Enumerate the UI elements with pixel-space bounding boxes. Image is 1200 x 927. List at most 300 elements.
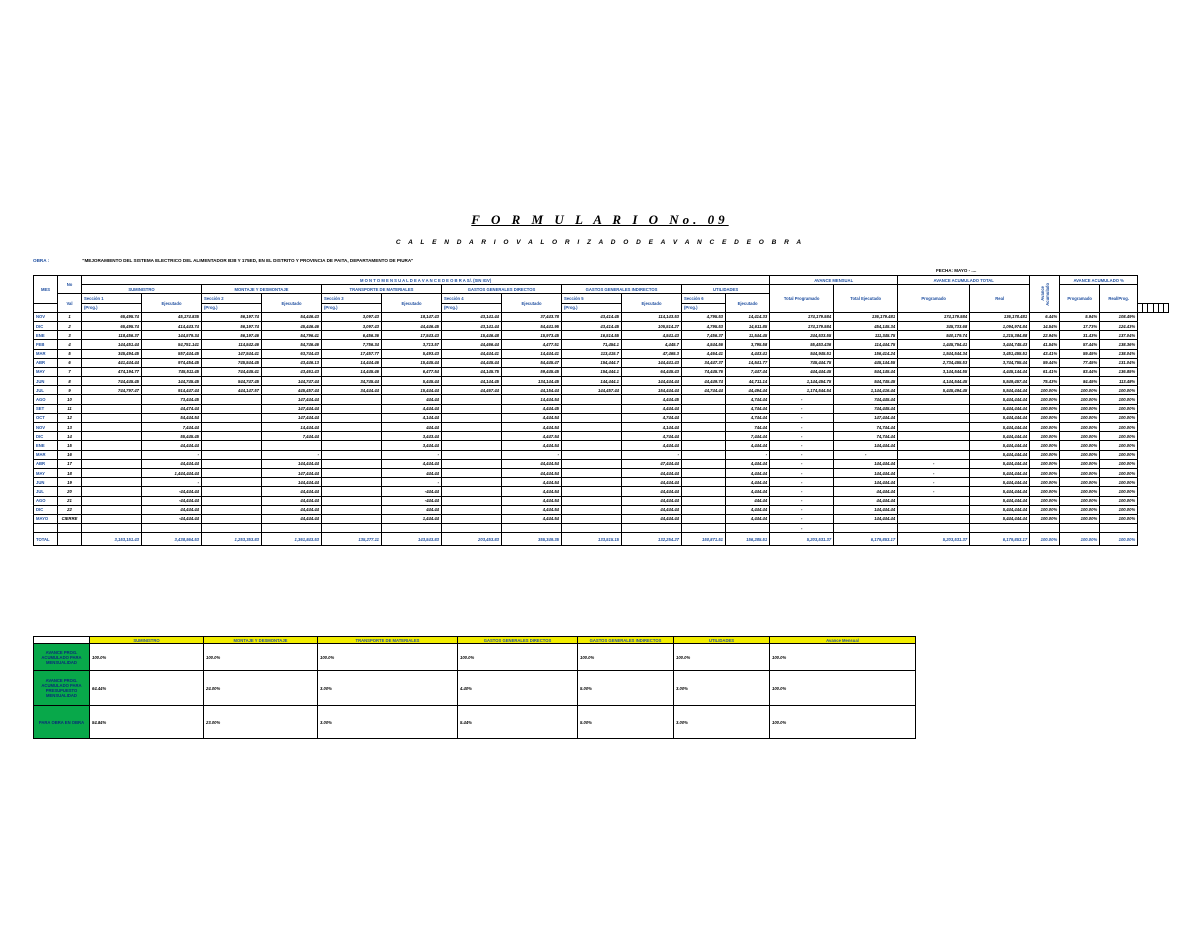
value-cell: 100.00%: [1030, 395, 1060, 404]
sec3-prog-label: (Prog.): [322, 303, 382, 312]
value-cell: 4,445.7: [622, 340, 682, 349]
value-cell: [82, 487, 142, 496]
value-cell: 136.85%: [1100, 367, 1138, 376]
table-row: [34, 450, 1169, 459]
value-cell: 100.00%: [1100, 450, 1138, 459]
value-cell: 144,747.44: [262, 377, 322, 386]
value-cell: 100.00%: [1030, 450, 1060, 459]
value-cell: 124.43%: [1100, 321, 1138, 330]
value-cell: 14,444.46: [322, 358, 382, 367]
value-cell: [442, 459, 502, 468]
sec5-prog-label: (Prog.): [562, 303, 622, 312]
summary-value: 100.0%: [458, 644, 578, 671]
value-cell: 147,444.44: [262, 404, 322, 413]
avance-pct-header: AVANCE ACUMULADO %: [1060, 276, 1138, 285]
value-cell: [202, 487, 262, 496]
avance-mensual-header: AVANCE MENSUAL: [770, 276, 898, 285]
value-cell: 43,414.45: [562, 312, 622, 321]
mes-cell: DIC: [34, 432, 58, 441]
value-cell: [682, 468, 726, 477]
no-cell: 13: [58, 423, 82, 432]
value-cell: 100.00%: [1060, 496, 1100, 505]
sec6-ejec-header: Ejecutado: [726, 294, 770, 312]
value-cell: [202, 404, 262, 413]
value-cell: [322, 441, 382, 450]
value-cell: 100.00%: [1030, 459, 1060, 468]
value-cell: 1,444,444.44: [142, 468, 202, 477]
no-cell: 15: [58, 441, 82, 450]
value-cell: 3,795.58: [726, 340, 770, 349]
value-cell: 44,154.44: [502, 386, 562, 395]
no-cell: 2: [58, 321, 82, 330]
value-cell: 4,795.53: [682, 321, 726, 330]
value-cell: 18,147.43: [382, 312, 442, 321]
value-cell: 100.00%: [1060, 487, 1100, 496]
table-row: [34, 349, 1169, 358]
value-cell: 4,444.54: [502, 496, 562, 505]
value-cell: [382, 524, 442, 533]
value-cell: 100.00%: [1100, 441, 1138, 450]
value-cell: 444.44: [726, 496, 770, 505]
value-cell: [442, 404, 502, 413]
value-cell: 34,447.37: [682, 358, 726, 367]
summary-row-label: AVANCE PROG. ACUMULADO PARA PRESUPUESTO MENSUALIDAD: [34, 671, 90, 706]
value-cell: [682, 524, 726, 533]
value-cell: 44,445.44: [442, 358, 502, 367]
value-cell: 744,797.47: [82, 386, 142, 395]
mes-cell: SET: [34, 404, 58, 413]
value-cell: 100.00%: [1100, 404, 1138, 413]
value-cell: 131.04%: [1100, 358, 1138, 367]
value-cell: [1060, 524, 1100, 533]
value-cell: 444,147.57: [202, 386, 262, 395]
value-cell: 54,444.54: [142, 413, 202, 422]
value-cell: 444,444.45: [770, 367, 834, 376]
value-cell: [202, 514, 262, 523]
value-cell: [442, 468, 502, 477]
value-cell: [682, 487, 726, 496]
value-cell: 5,444,444.44: [970, 450, 1030, 459]
value-cell: 154,444.7: [562, 358, 622, 367]
summary-header: MONTAJE Y DESMONTAJE: [204, 637, 318, 644]
value-cell: -: [770, 478, 834, 487]
mes-cell: JUL: [34, 386, 58, 395]
value-cell: 44,444.44: [262, 487, 322, 496]
value-cell: 74,744.44: [834, 432, 898, 441]
value-cell: 56,197.46: [202, 331, 262, 340]
value-cell: 44,466.44: [442, 340, 502, 349]
no-cell: 12: [58, 413, 82, 422]
total-value: 132,254.27: [622, 533, 682, 546]
value-cell: 59.45%: [1060, 349, 1100, 358]
total-value: 135,277.11: [322, 533, 382, 546]
value-cell: [322, 423, 382, 432]
value-cell: 5,444,444.44: [970, 441, 1030, 450]
value-cell: [834, 524, 898, 533]
value-cell: 744,445.41: [202, 367, 262, 376]
value-cell: 44,444.41: [442, 349, 502, 358]
summary-value: 4.40%: [458, 671, 578, 706]
value-cell: 5,444,444.44: [970, 432, 1030, 441]
value-cell: 44,494.44: [726, 386, 770, 395]
value-cell: 100.00%: [1060, 450, 1100, 459]
section-header-transporte: TRANSPORTE DE MATERIALES: [322, 285, 442, 294]
table-row: [34, 340, 1169, 349]
value-cell: [898, 514, 970, 523]
mes-cell: JUN: [34, 377, 58, 386]
value-cell: 44,711.14: [726, 377, 770, 386]
value-cell: [322, 413, 382, 422]
value-cell: 4,444.54: [502, 487, 562, 496]
value-cell: -: [770, 413, 834, 422]
value-cell: 100.00%: [1100, 514, 1138, 523]
value-cell: [262, 441, 322, 450]
value-cell: 147,544.41: [202, 349, 262, 358]
value-cell: -: [770, 505, 834, 514]
value-cell: 44,444.54: [502, 459, 562, 468]
value-cell: 114,444.75: [834, 340, 898, 349]
value-cell: 100.00%: [1060, 459, 1100, 468]
value-cell: 3,451,455.51: [970, 349, 1030, 358]
mes-cell: FEB: [34, 340, 58, 349]
value-cell: 144,457.44: [562, 386, 622, 395]
total-value: 100.00%: [1030, 533, 1060, 546]
table-row: [34, 441, 1169, 450]
value-cell: 444.44: [382, 468, 442, 477]
value-cell: 34,745.44: [322, 377, 382, 386]
monto-header: M O N T O M E N S U A L D E A V A N C E D E O B R A S/. (SIN IGV): [82, 276, 770, 285]
table-row: [34, 321, 1169, 330]
summary-value: 3.00%: [318, 671, 458, 706]
value-cell: 15,446.48: [442, 331, 502, 340]
value-cell: 144,444.44: [262, 478, 322, 487]
value-cell: 54,746.46: [262, 340, 322, 349]
blank-cell: [1163, 303, 1168, 312]
value-cell: 5,444,444.44: [970, 514, 1030, 523]
value-cell: [682, 450, 726, 459]
value-cell: [898, 413, 970, 422]
value-cell: 44,474.44: [142, 404, 202, 413]
summary-value: 100.0%: [578, 644, 674, 671]
avance-acumulado-header: AVANCE ACUMULADO TOTAL: [898, 276, 1030, 285]
value-cell: 100.00%: [1100, 413, 1138, 422]
value-cell: 83.44%: [1060, 367, 1100, 376]
value-cell: 5.94%: [1060, 312, 1100, 321]
value-cell: 100.00%: [1100, 487, 1138, 496]
value-cell: [82, 404, 142, 413]
mes-cell: [34, 524, 58, 533]
value-cell: -: [770, 395, 834, 404]
value-cell: [682, 441, 726, 450]
value-cell: 414,443.74: [142, 321, 202, 330]
summary-header: UTILIDADES: [674, 637, 770, 644]
value-cell: 3,097.43: [322, 321, 382, 330]
value-cell: 44,444.44: [142, 459, 202, 468]
total-value: 3,438,564.53: [142, 533, 202, 546]
value-cell: 3,144,544.55: [898, 367, 970, 376]
value-cell: 147,444.44: [834, 413, 898, 422]
value-cell: 114,143.53: [622, 312, 682, 321]
summary-value: 100.0%: [770, 644, 916, 671]
value-cell: 43,446.13: [262, 358, 322, 367]
value-cell: 44,144.45: [442, 377, 502, 386]
value-cell: 43,414.45: [562, 321, 622, 330]
no-cell: 3: [58, 331, 82, 340]
value-cell: 22.94%: [1030, 331, 1060, 340]
value-cell: 100.00%: [1100, 459, 1138, 468]
value-cell: -: [770, 514, 834, 523]
value-cell: [682, 432, 726, 441]
sec1-prog-label: (Prog.): [82, 303, 142, 312]
no-cell: 21: [58, 496, 82, 505]
total-label: TOTAL: [34, 533, 58, 546]
sec2-prog-label: (Prog.): [202, 303, 262, 312]
value-cell: 15,445.44: [382, 358, 442, 367]
value-cell: 100.00%: [1060, 423, 1100, 432]
value-cell: 144,444.44: [834, 441, 898, 450]
value-cell: 100.00%: [1030, 404, 1060, 413]
value-cell: [898, 423, 970, 432]
value-cell: 44,444.44: [834, 487, 898, 496]
value-cell: 77.45%: [1060, 358, 1100, 367]
value-cell: [726, 524, 770, 533]
value-cell: 5,444,444.44: [970, 505, 1030, 514]
value-cell: 1,094,974.84: [970, 321, 1030, 330]
value-cell: 11,544.45: [726, 331, 770, 340]
value-cell: 544,745.45: [834, 377, 898, 386]
no-cell: 5: [58, 349, 82, 358]
total-value: 150,871.51: [682, 533, 726, 546]
value-cell: 4,444.44: [726, 487, 770, 496]
value-cell: 144,444.44: [834, 514, 898, 523]
value-cell: 100.00%: [1100, 432, 1138, 441]
value-cell: 4,444.54: [502, 478, 562, 487]
value-cell: [898, 432, 970, 441]
value-cell: [682, 413, 726, 422]
value-cell: [322, 468, 382, 477]
value-cell: [202, 450, 262, 459]
sec3-ejec-header: Ejecutado: [382, 294, 442, 312]
value-cell: [82, 505, 142, 514]
value-cell: 4,144,544.45: [898, 377, 970, 386]
value-cell: 5,444,444.44: [970, 478, 1030, 487]
value-cell: 65,495.74: [82, 312, 142, 321]
value-cell: 44,444.44: [622, 478, 682, 487]
value-cell: [322, 432, 382, 441]
value-cell: 4,445,144.44: [970, 367, 1030, 376]
summary-row-label: AVANCE PROG. ACUMULADO PARA MENSUALIDAD: [34, 644, 90, 671]
total-ejec-header: Total Ejecutado: [834, 285, 898, 313]
summary-table: [33, 636, 916, 739]
value-cell: [82, 395, 142, 404]
value-cell: 5,444,444.44: [970, 395, 1030, 404]
value-cell: [322, 478, 382, 487]
value-cell: -: [770, 423, 834, 432]
mes-cell: MAYO: [34, 514, 58, 523]
value-cell: 4,444.44: [382, 459, 442, 468]
value-cell: 2,734,455.53: [898, 358, 970, 367]
value-cell: 43,141.44: [442, 321, 502, 330]
sec1-prog-header: Sección 1: [82, 294, 142, 303]
value-cell: [442, 395, 502, 404]
value-cell: [262, 524, 322, 533]
value-cell: 100.00%: [1060, 441, 1100, 450]
value-cell: 744,445.45: [82, 377, 142, 386]
no-cell: 19: [58, 478, 82, 487]
summary-value: 100.0%: [770, 706, 916, 739]
value-cell: 5,544,444.44: [970, 386, 1030, 395]
pct-prog-header: Programado: [1060, 285, 1100, 313]
value-cell: 74,744.44: [834, 423, 898, 432]
value-cell: 3,097.43: [322, 312, 382, 321]
value-cell: 14.54%: [1030, 321, 1060, 330]
obra-label: OBRA :: [33, 258, 50, 263]
section-header-montaje: MONTAJE Y DESMONTAJE: [202, 285, 322, 294]
fecha-label: FECHA: MAYO - ....: [936, 268, 977, 273]
summary-value: 3.00%: [674, 671, 770, 706]
value-cell: 914,447.44: [142, 386, 202, 395]
value-cell: 744.44: [726, 423, 770, 432]
value-cell: 4,144.44: [622, 423, 682, 432]
value-cell: [82, 524, 142, 533]
avance-acumulado-vertical: Avance Acumulado: [1030, 276, 1060, 313]
value-cell: [562, 514, 622, 523]
value-cell: [202, 496, 262, 505]
total-row: [34, 533, 1169, 546]
value-cell: -: [262, 450, 322, 459]
mes-cell: ENE: [34, 441, 58, 450]
no-cell: 1: [58, 312, 82, 321]
value-cell: 73,444.45: [142, 395, 202, 404]
value-cell: [562, 423, 622, 432]
value-cell: 441,444.44: [82, 358, 142, 367]
value-cell: 5,445.44: [382, 377, 442, 386]
value-cell: 100.00%: [1100, 468, 1138, 477]
no-cell: 4: [58, 340, 82, 349]
value-cell: 100.00%: [1030, 441, 1060, 450]
value-cell: 4,444.45: [622, 395, 682, 404]
value-cell: 444.44: [382, 395, 442, 404]
value-cell: 54,796.41: [262, 331, 322, 340]
value-cell: 6.44%: [1030, 312, 1060, 321]
value-cell: 138.04%: [1100, 349, 1138, 358]
mes-cell: ENE: [34, 331, 58, 340]
value-cell: 444.44: [382, 423, 442, 432]
value-cell: 474,194.77: [82, 367, 142, 376]
value-cell: 5,444,444.44: [970, 413, 1030, 422]
summary-row-label: PARA OBRA EN OBRA: [34, 706, 90, 739]
total-value: 1,253,353.83: [202, 533, 262, 546]
value-cell: 5,444,444.44: [970, 487, 1030, 496]
value-cell: 100.00%: [1060, 386, 1100, 395]
value-cell: 7,756.34: [322, 340, 382, 349]
value-cell: [898, 505, 970, 514]
value-cell: 44,446.45: [382, 321, 442, 330]
value-cell: [82, 413, 142, 422]
value-cell: [82, 468, 142, 477]
value-cell: 54,446.43: [262, 312, 322, 321]
mes-cell: AGO: [34, 395, 58, 404]
value-cell: 44,444.44: [262, 496, 322, 505]
value-cell: [82, 478, 142, 487]
total-value: 3,153,151.43: [82, 533, 142, 546]
value-cell: -: [770, 468, 834, 477]
value-cell: [562, 441, 622, 450]
value-cell: -: [622, 450, 682, 459]
summary-corner: [34, 637, 90, 644]
value-cell: 64,445.43: [622, 367, 682, 376]
mes-cell: NOV: [34, 312, 58, 321]
value-cell: [202, 441, 262, 450]
total-value: 143,543.83: [382, 533, 442, 546]
value-cell: -: [382, 478, 442, 487]
summary-header: TRANSPORTE DE MATERIALES: [318, 637, 458, 644]
value-cell: 54,751.141: [142, 340, 202, 349]
mes-cell: ABR: [34, 358, 58, 367]
summary-value: 100.0%: [770, 671, 916, 706]
sec6-prog-header: Sección 6: [682, 294, 726, 303]
value-cell: 144,444.1: [562, 377, 622, 386]
table-row: [34, 404, 1169, 413]
value-cell: 154,444.1: [562, 367, 622, 376]
value-cell: 5,444,444.44: [970, 459, 1030, 468]
value-cell: 147,444.44: [262, 413, 322, 422]
value-cell: 100.00%: [1100, 478, 1138, 487]
value-cell: 31.43%: [1060, 331, 1100, 340]
value-cell: 544,145.44: [834, 367, 898, 376]
value-cell: 44,444.54: [502, 468, 562, 477]
value-cell: -: [898, 459, 970, 468]
value-cell: 144,451.44: [82, 340, 142, 349]
value-cell: 5,444,444.44: [970, 404, 1030, 413]
table-row: [34, 524, 1169, 533]
value-cell: 445,144.55: [834, 358, 898, 367]
value-cell: 4,744.44: [726, 413, 770, 422]
value-cell: 144,444.44: [834, 505, 898, 514]
acum-prog-header: Programado: [898, 285, 970, 313]
value-cell: 174,179.584: [898, 312, 970, 321]
value-cell: 100.00%: [1060, 413, 1100, 422]
value-cell: -44,444.44: [142, 496, 202, 505]
value-cell: 84.45%: [1060, 377, 1100, 386]
value-cell: 144,444.44: [834, 468, 898, 477]
mes-cell: OCT: [34, 413, 58, 422]
value-cell: [322, 487, 382, 496]
total-value: 156,285.51: [726, 533, 770, 546]
value-cell: 144,444.44: [834, 459, 898, 468]
value-cell: 4,444.44: [726, 514, 770, 523]
value-cell: 4,744.44: [726, 395, 770, 404]
value-cell: 3,744,755.44: [970, 358, 1030, 367]
summary-row: [34, 644, 916, 671]
val-header: Val: [58, 294, 82, 312]
summary-header: SUMINISTRO: [90, 637, 204, 644]
total-blank: [58, 533, 82, 546]
value-cell: [442, 450, 502, 459]
summary-value: 5.00%: [578, 671, 674, 706]
no-cell: 20: [58, 487, 82, 496]
value-cell: 37,443.78: [502, 312, 562, 321]
value-cell: 100.00%: [1060, 468, 1100, 477]
sec4-prog-header: Sección 4: [442, 294, 502, 303]
table-row: [34, 432, 1169, 441]
table-row: [34, 459, 1169, 468]
value-cell: [82, 459, 142, 468]
value-cell: -44,444.44: [142, 514, 202, 523]
summary-value: 24.00%: [204, 671, 318, 706]
summary-value: 100.0%: [674, 644, 770, 671]
value-cell: 15,973.45: [502, 331, 562, 340]
